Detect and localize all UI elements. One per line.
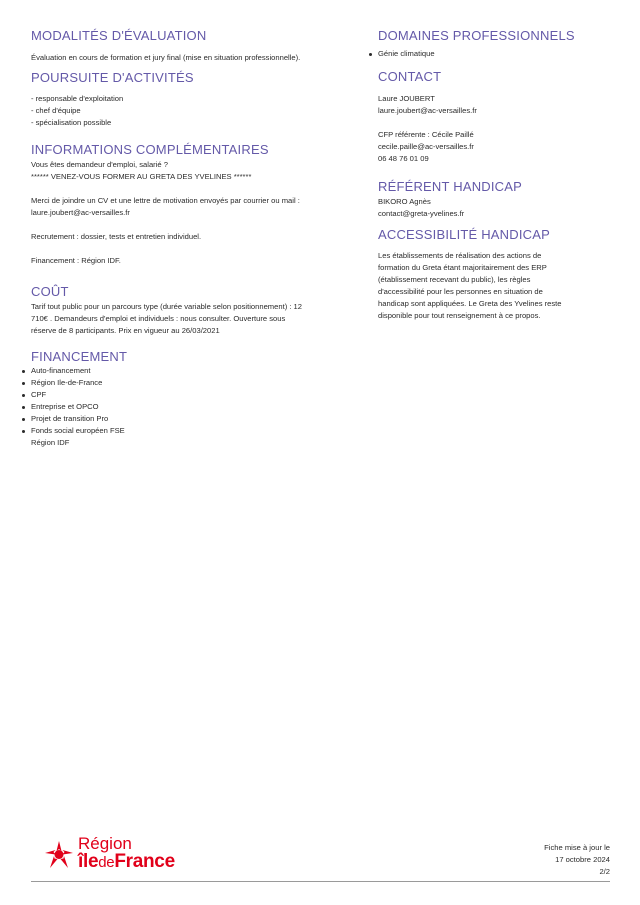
infos-line: Vous êtes demandeur d'emploi, salarié ?	[31, 160, 168, 169]
region-star-icon	[44, 840, 74, 870]
poursuite-section	[31, 70, 361, 129]
accessibilite-text	[378, 250, 610, 322]
financement-item: Fonds social européen FSE	[31, 425, 361, 437]
cout-line: réserve de 8 participants. Prix en vigueur au 26/03/2021	[31, 326, 220, 335]
infos-heading: INFORMATIONS COMPLÉMENTAIRES	[31, 142, 269, 157]
poursuite-item: - chef d'équipe	[31, 106, 81, 115]
update-label: Fiche mise à jour le	[544, 843, 610, 852]
contact-phone[interactable]: 06 48 76 01 09	[378, 154, 429, 163]
infos-line: Recrutement : dossier, tests et entretien individuel.	[31, 232, 202, 241]
cout-section	[31, 284, 361, 337]
contact-heading: CONTACT	[378, 69, 442, 84]
poursuite-item: - spécialisation possible	[31, 118, 112, 127]
contact-text	[378, 93, 610, 165]
referent-email[interactable]: contact@greta-yvelines.fr	[378, 209, 465, 218]
poursuite-item: - responsable d'exploitation	[31, 94, 124, 103]
infos-line: Financement : Région IDF.	[31, 256, 121, 265]
accessibilite-line: (établissement recevant du public), les règles	[378, 275, 531, 284]
financement-extra: Région IDF	[31, 438, 70, 447]
financement-item: Région Ile-de-France	[31, 377, 361, 389]
accessibilite-line: handicap sont appliquées. Le Greta des Yvelines reste	[378, 299, 562, 308]
accessibilite-line: d'accessibilité pour les personnes en situation de	[378, 287, 543, 296]
cout-text	[31, 301, 361, 337]
footer-divider	[31, 881, 610, 882]
infos-line: Merci de joindre un CV et une lettre de motivation envoyés par courrier ou mail :	[31, 196, 300, 205]
financement-section	[31, 349, 361, 449]
domaines-heading: DOMAINES PROFESSIONNELS	[378, 28, 575, 43]
cout-line: 710€ . Demandeurs d'emploi et individuels : nous consulter. Ouverture sous	[31, 314, 286, 323]
accessibilite-line: formation du Greta étant majoritairement des ERP	[378, 263, 547, 272]
infos-email[interactable]: laure.joubert@ac-versailles.fr	[31, 208, 130, 217]
accessibilite-line: Les établissements de réalisation des actions de	[378, 251, 542, 260]
logo-region-text: Région	[78, 834, 132, 853]
logo-idf-text: îledeFrance	[78, 851, 175, 872]
financement-item: Auto-financement	[31, 365, 361, 377]
page-number: 2/2	[599, 867, 610, 876]
financement-item: Projet de transition Pro	[31, 413, 361, 425]
poursuite-list	[31, 93, 361, 129]
cfp-email[interactable]: cecile.paille@ac-versailles.fr	[378, 142, 474, 151]
contact-section	[378, 69, 610, 165]
domaines-item: Génie climatique	[378, 48, 610, 60]
region-idf-logo	[44, 833, 204, 875]
accessibilite-section	[378, 227, 610, 322]
referent-section	[378, 179, 610, 220]
modalites-section	[31, 28, 361, 64]
referent-text	[378, 196, 610, 220]
poursuite-heading: POURSUITE D'ACTIVITÉS	[31, 70, 194, 85]
contact-email[interactable]: laure.joubert@ac-versailles.fr	[378, 106, 477, 115]
referent-heading: RÉFÉRENT HANDICAP	[378, 179, 523, 194]
financement-heading: FINANCEMENT	[31, 349, 128, 364]
infos-line: ****** VENEZ-VOUS FORMER AU GRETA DES YVELINES ******	[31, 172, 252, 181]
accessibilite-line: disponible pour tout renseignement à ce propos.	[378, 311, 541, 320]
infos-text	[31, 159, 361, 267]
accessibilite-heading: ACCESSIBILITÉ HANDICAP	[378, 227, 550, 242]
cout-heading: COÛT	[31, 284, 69, 299]
financement-item: CPF	[31, 389, 361, 401]
referent-name: BIKORO Agnès	[378, 197, 431, 206]
cout-line: Tarif tout public pour un parcours type (durée variable selon positionnement) : 12	[31, 302, 302, 311]
modalites-text: Évaluation en cours de formation et jury final (mise en situation professionnelle).	[31, 53, 301, 62]
financement-list	[31, 365, 361, 449]
modalites-heading: MODALITÉS D'ÉVALUATION	[31, 28, 207, 43]
contact-name: Laure JOUBERT	[378, 94, 435, 103]
domaines-section	[378, 28, 610, 60]
financement-item: Entreprise et OPCO	[31, 401, 361, 413]
domaines-list	[378, 48, 610, 60]
infos-section	[31, 142, 361, 267]
cfp-referente: CFP référente : Cécile Paillé	[378, 130, 474, 139]
update-date: 17 octobre 2024	[555, 855, 610, 864]
update-info	[544, 842, 610, 878]
